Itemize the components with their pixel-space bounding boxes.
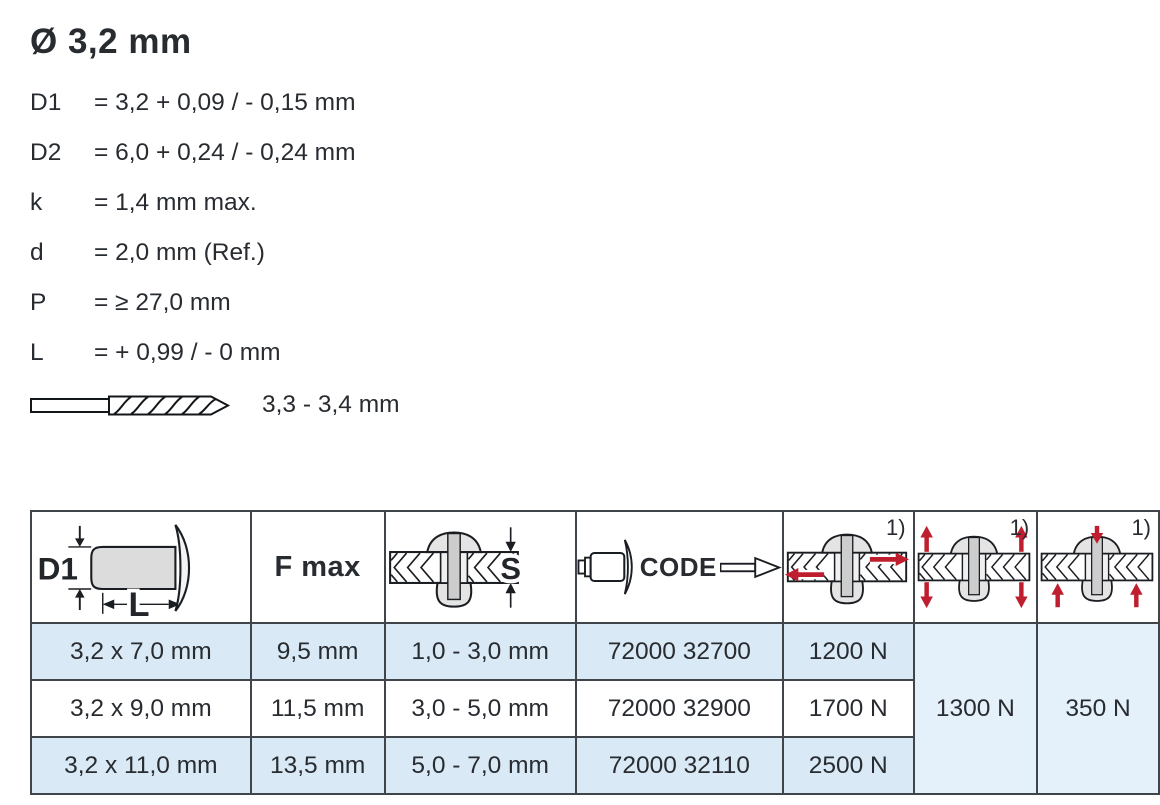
l-dimension-label: L (128, 585, 150, 616)
table-header-row (31, 511, 1159, 623)
header-head-pull-cell (1037, 511, 1159, 623)
spec-row-d (30, 228, 1160, 278)
spec-value: = 6,0 + 0,24 / - 0,24 mm (94, 139, 356, 166)
spec-row-k (30, 178, 1160, 228)
shear-cell: 2500 N (783, 737, 914, 794)
spec-row-d2 (30, 128, 1160, 178)
spec-value: = 3,2 + 0,09 / - 0,15 mm (94, 89, 356, 116)
head-pull-merged-cell: 350 N (1037, 623, 1159, 794)
fmax-label: F max (274, 550, 361, 583)
code-label: CODE (639, 551, 717, 582)
d1-dimension-label: D1 (37, 550, 78, 587)
size-cell: 3,2 x 7,0 mm (31, 623, 251, 680)
grip-cell: 3,0 - 5,0 mm (385, 680, 576, 737)
shear-cell: 1200 N (783, 623, 914, 680)
page-title: Ø 3,2 mm (30, 22, 192, 61)
spec-list (30, 78, 1160, 378)
header-tensile-strength-cell (914, 511, 1038, 623)
code-cell: 72000 32700 (576, 623, 783, 680)
grip-s-label: S (499, 550, 521, 586)
header-shear-strength-cell (783, 511, 914, 623)
spec-row-d1 (30, 78, 1160, 128)
header-dimensions-cell (31, 511, 251, 623)
drill-size-row (30, 386, 1160, 424)
drill-bit-icon (30, 390, 234, 420)
grip-cell: 1,0 - 3,0 mm (385, 623, 576, 680)
spec-value: = 1,4 mm max. (94, 189, 257, 216)
shear-cell: 1700 N (783, 680, 914, 737)
fmax-cell: 11,5 mm (251, 680, 385, 737)
spec-value: = + 0,99 / - 0 mm (94, 339, 281, 366)
spec-label: D1 (30, 89, 62, 116)
spec-value: = ≥ 27,0 mm (94, 289, 231, 316)
size-cell: 3,2 x 11,0 mm (31, 737, 251, 794)
header-code-cell (576, 511, 783, 623)
grip-cell: 5,0 - 7,0 mm (385, 737, 576, 794)
footnote-marker: 1) (1009, 515, 1030, 540)
fmax-cell: 13,5 mm (251, 737, 385, 794)
footnote-marker: 1) (1131, 515, 1151, 540)
spec-row-p (30, 278, 1160, 328)
drill-size-label: 3,3 - 3,4 mm (262, 391, 400, 418)
header-grip-range-cell (385, 511, 576, 623)
rivet-spec-table (30, 510, 1160, 795)
grip-range-icon (386, 519, 522, 616)
mandrel-tip-icon (720, 555, 782, 580)
spec-label: D2 (30, 139, 62, 166)
code-cell: 72000 32900 (576, 680, 783, 737)
spec-label: L (30, 339, 44, 366)
tensile-merged-cell: 1300 N (914, 623, 1038, 794)
spec-label: k (30, 189, 43, 216)
table-row (31, 623, 1159, 680)
spec-label: P (30, 289, 47, 316)
spec-row-l (30, 328, 1160, 378)
rivet-dimensions-icon (32, 518, 228, 616)
size-cell: 3,2 x 9,0 mm (31, 680, 251, 737)
footnote-marker: 1) (886, 515, 906, 540)
header-fmax-cell (251, 511, 385, 623)
spec-value: = 2,0 mm (Ref.) (94, 239, 265, 266)
fmax-cell: 9,5 mm (251, 623, 385, 680)
code-cell: 72000 32110 (576, 737, 783, 794)
spec-label: d (30, 239, 44, 266)
blind-rivet-icon (577, 538, 637, 596)
